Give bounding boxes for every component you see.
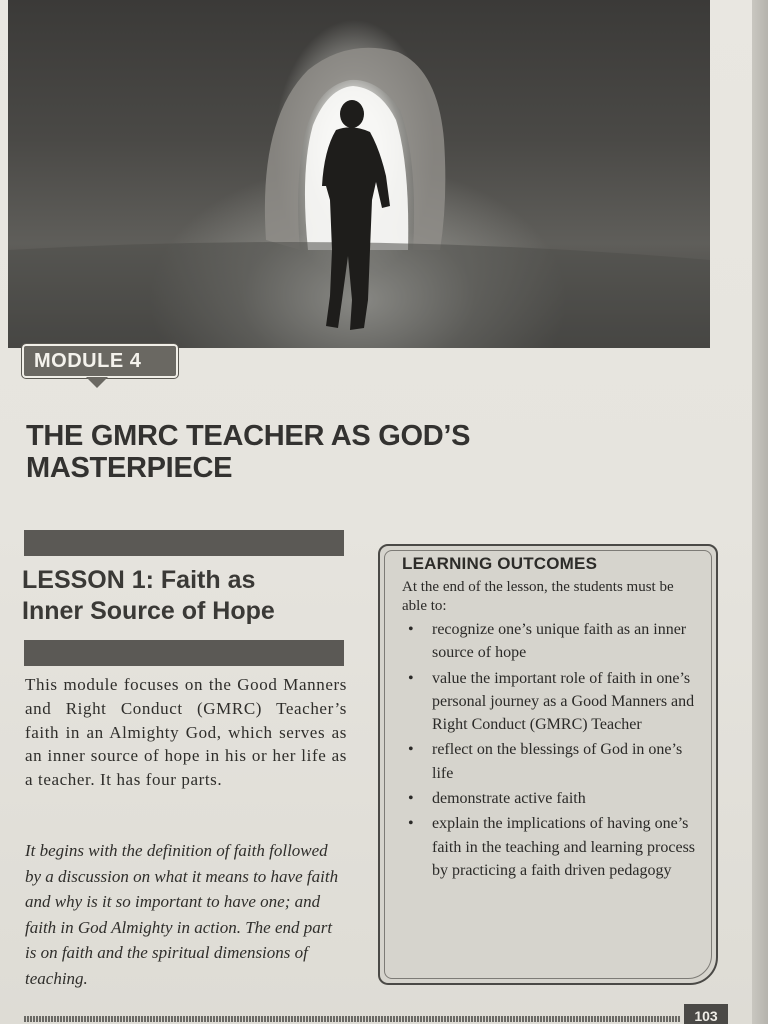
page-number: 103	[684, 1004, 728, 1024]
outcomes-heading: LEARNING OUTCOMES	[402, 554, 598, 573]
list-item: • explain the implications of having one’s faith in the teaching and learning process by practicing a faith driven pedagogy	[402, 812, 702, 882]
list-item: • reflect on the blessings of God in one’s life	[402, 738, 702, 785]
module-title-line-1: THE GMRC TEACHER AS GOD’S	[26, 420, 471, 452]
module-tag	[22, 344, 178, 378]
lesson-top-bar	[24, 530, 344, 556]
list-item: • demonstrate active faith	[402, 787, 702, 810]
intro-paragraph: This module focuses on the Good Manners and Right Conduct (GMRC) Teacher’s faith in an Almighty God, which serves as an inner source of hope in his or her life as a teacher. It has four parts.	[25, 675, 347, 790]
outcomes-lead: At the end of the lesson, the students must be able to:	[402, 579, 674, 614]
lesson-bottom-bar	[24, 640, 344, 666]
next-page-edge	[752, 0, 768, 1024]
footer-rule	[24, 1016, 680, 1022]
learning-outcomes-box	[378, 544, 718, 985]
lesson-title-line-1: LESSON 1: Faith as	[22, 566, 256, 594]
module-label: MODULE 4	[34, 349, 142, 372]
lesson-title-line-2: Inner Source of Hope	[22, 597, 275, 625]
photo-illustration	[8, 0, 710, 348]
list-item: • recognize one’s unique faith as an inner source of hope	[402, 618, 702, 665]
cover-photo	[8, 0, 710, 348]
intro-italic-paragraph: It begins with the definition of faith followed by a discussion on what it means to have faith and why is it so important to have one; and faith in God Almighty in action. The end part is on faith and the spiritual dimensions of teaching.	[25, 841, 339, 988]
list-item: • value the important role of faith in one’s personal journey as a Good Manners and Right Conduct (GMRC) Teacher	[402, 667, 702, 737]
lesson-title	[22, 565, 352, 627]
outcomes-list	[402, 618, 702, 882]
module-title	[26, 420, 586, 484]
module-title-line-2: MASTERPIECE	[26, 452, 233, 484]
